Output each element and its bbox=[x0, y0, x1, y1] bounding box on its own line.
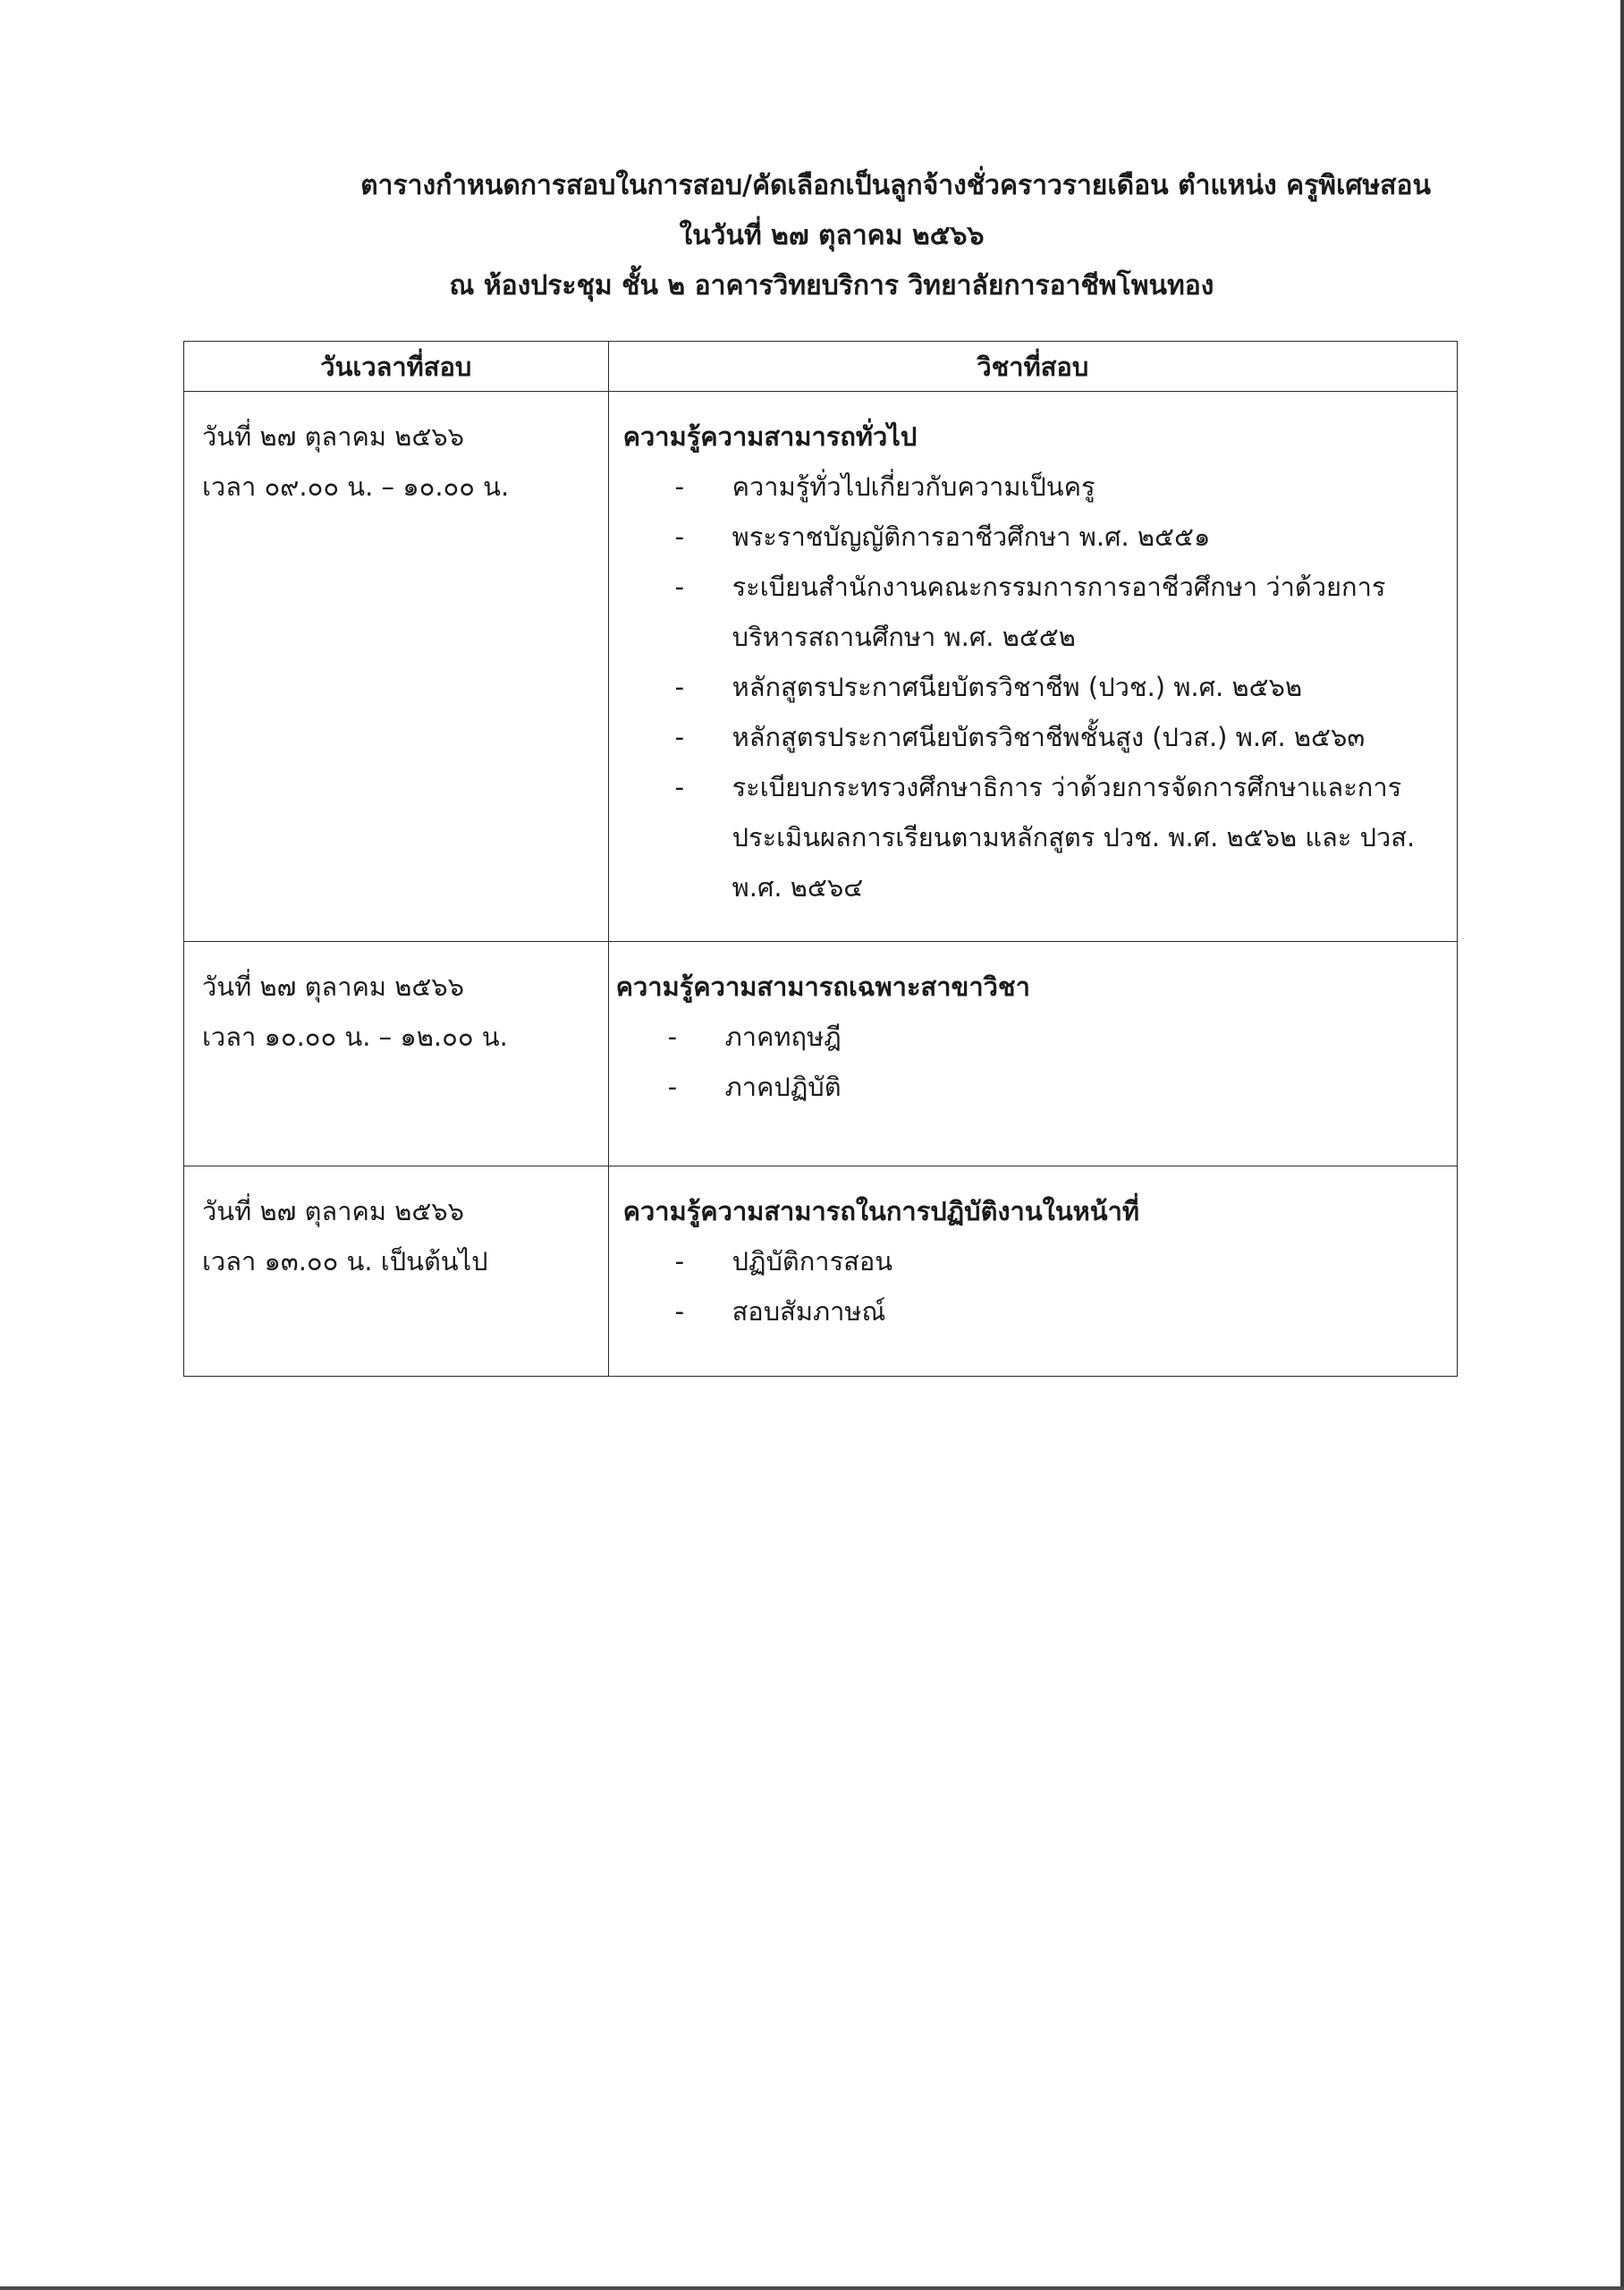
subject-item-text: หลักสูตรประกาศนียบัตรวิชาชีพ (ปวช.) พ.ศ. ๒๕๖๒ bbox=[732, 672, 1303, 702]
dash-bullet: - bbox=[674, 522, 685, 552]
table-row bbox=[184, 1166, 1458, 1377]
list-item bbox=[623, 462, 1439, 512]
exam-time: เวลา ๐๙.๐๐ น. – ๑๐.๐๐ น. bbox=[202, 471, 510, 502]
exam-date: วันที่ ๒๗ ตุลาคม ๒๕๖๖ bbox=[202, 971, 465, 1002]
exam-date: วันที่ ๒๗ ตุลาคม ๒๕๖๖ bbox=[202, 1196, 465, 1226]
subject-item-text: หลักสูตรประกาศนียบัตรวิชาชีพชั้นสูง (ปวส.) พ.ศ. ๒๕๖๓ bbox=[732, 722, 1366, 752]
exam-subject-cell bbox=[608, 942, 1457, 1166]
document-title bbox=[179, 161, 1449, 311]
table-row bbox=[184, 392, 1458, 942]
exam-datetime-cell bbox=[184, 1166, 609, 1377]
exam-datetime-cell bbox=[184, 392, 609, 942]
list-item bbox=[616, 1062, 1439, 1112]
list-item bbox=[623, 1286, 1439, 1336]
title-line-1: ตารางกำหนดการสอบในการสอบ/คัดเลือกเป็นลูกจ้างชั่วคราวรายเดือน ตำแหน่ง ครูพิเศษสอน bbox=[360, 170, 1431, 201]
subject-item-text: ปฏิบัติการสอน bbox=[732, 1246, 893, 1276]
dash-bullet: - bbox=[667, 1022, 678, 1052]
list-item bbox=[623, 512, 1439, 562]
header-exam-datetime: วันเวลาที่สอบ bbox=[184, 342, 609, 392]
exam-subject-cell bbox=[608, 392, 1457, 942]
table-header-row bbox=[184, 342, 1458, 392]
subject-item-text: พระราชบัญญัติการอาชีวศึกษา พ.ศ. ๒๕๕๑ bbox=[732, 522, 1211, 552]
list-item bbox=[623, 1236, 1439, 1286]
subject-title: ความรู้ความสามารถในการปฏิบัติงานในหน้าที่ bbox=[622, 1196, 1139, 1226]
subject-item-text: สอบสัมภาษณ์ bbox=[732, 1296, 886, 1327]
subject-item-text: ความรู้ทั่วไปเกี่ยวกับความเป็นครู bbox=[732, 471, 1095, 502]
exam-date: วันที่ ๒๗ ตุลาคม ๒๕๖๖ bbox=[202, 421, 465, 452]
subject-item-text: ภาคปฏิบัติ bbox=[724, 1072, 842, 1102]
dash-bullet: - bbox=[674, 772, 685, 802]
scan-edge-bottom bbox=[0, 2286, 1624, 2290]
exam-subject-cell bbox=[608, 1166, 1457, 1377]
dash-bullet: - bbox=[674, 572, 685, 602]
subject-title: ความรู้ความสามารถเฉพาะสาขาวิชา bbox=[615, 971, 1030, 1002]
subject-item-text: ระเบียนสำนักงานคณะกรรมการการอาชีวศึกษา ว่าด้วยการบริหารสถานศึกษา พ.ศ. ๒๕๕๒ bbox=[732, 572, 1386, 652]
dash-bullet: - bbox=[674, 1296, 685, 1327]
exam-schedule-table bbox=[183, 341, 1458, 1377]
list-item bbox=[623, 562, 1439, 662]
subject-title: ความรู้ความสามารถทั่วไป bbox=[622, 421, 918, 452]
table-row bbox=[184, 942, 1458, 1166]
title-line-2: ในวันที่ ๒๗ ตุลาคม ๒๕๖๖ bbox=[679, 220, 985, 251]
list-item bbox=[623, 712, 1439, 762]
dash-bullet: - bbox=[674, 471, 685, 502]
scan-edge-right bbox=[1620, 0, 1624, 2290]
dash-bullet: - bbox=[674, 672, 685, 702]
dash-bullet: - bbox=[674, 722, 685, 752]
exam-time: เวลา ๑๓.๐๐ น. เป็นต้นไป bbox=[202, 1246, 488, 1276]
exam-datetime-cell bbox=[184, 942, 609, 1166]
header-exam-subject: วิชาที่สอบ bbox=[608, 342, 1457, 392]
subject-item-text: ระเบียบกระทรวงศึกษาธิการ ว่าด้วยการจัดการศึกษาและการประเมินผลการเรียนตามหลักสูตร ปวช. พ.ศ. ๒๕๖๒ และ ปวส. พ.ศ. ๒๕๖๔ bbox=[732, 772, 1416, 903]
dash-bullet: - bbox=[667, 1072, 678, 1102]
subject-items bbox=[623, 462, 1439, 912]
list-item bbox=[616, 1012, 1439, 1062]
subject-items bbox=[616, 1012, 1439, 1112]
dash-bullet: - bbox=[674, 1246, 685, 1276]
exam-time: เวลา ๑๐.๐๐ น. – ๑๒.๐๐ น. bbox=[202, 1022, 508, 1052]
subject-items bbox=[623, 1236, 1439, 1336]
title-line-3: ณ ห้องประชุม ชั้น ๒ อาคารวิทยบริการ วิทยาลัยการอาชีพโพนทอง bbox=[449, 270, 1214, 301]
subject-item-text: ภาคทฤษฎี bbox=[724, 1022, 842, 1052]
list-item bbox=[623, 662, 1439, 712]
list-item bbox=[623, 762, 1439, 912]
